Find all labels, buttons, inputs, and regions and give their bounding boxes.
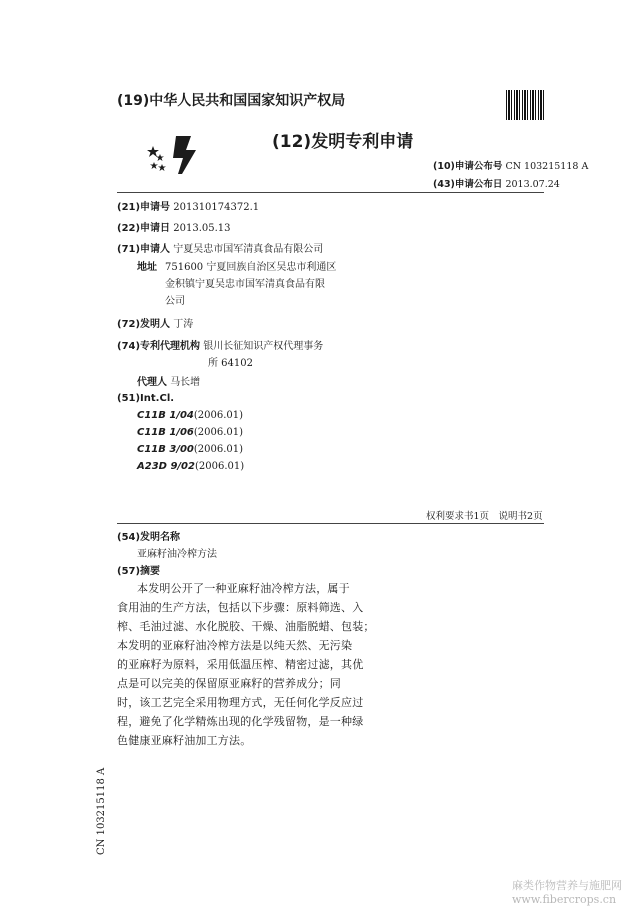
section-divider [117,523,544,524]
applicant [117,240,323,255]
ipc-code: C11B 1/06 [137,427,194,438]
patent-agency [117,337,323,352]
application-number-value: 201310174372.1 [173,202,260,213]
application-date [117,219,231,234]
agent-label: 代理人 [137,377,167,388]
inventor-value: 丁涛 [173,319,194,330]
cnipa-logo-icon [146,128,202,176]
watermark: 麻类作物营养与施肥网 www.fibercrops.cn [512,879,622,906]
patent-agency-line: 所 64102 [208,358,253,369]
publication-number-value: CN 103215118 A [505,161,589,172]
publication-date-label: (43)申请公布日 [433,179,503,190]
patent-agency-label: (74)专利代理机构 [117,341,201,352]
agent-value: 马长增 [170,377,201,388]
application-date-value: 2013.05.13 [173,223,231,234]
address-label: 地址 [137,262,157,273]
abstract-line: 色健康亚麻籽油加工方法。 [117,734,252,747]
ipc-code: C11B 3/00 [137,444,194,455]
ipc-item [137,410,243,421]
application-number [117,198,259,213]
address-line: 公司 [165,296,185,307]
inventor-label: (72)发明人 [117,319,171,330]
patent-agency-value: 银川长征知识产权代理事务 [203,341,324,352]
vertical-publication-number: CN 103215118 A [96,767,107,855]
invention-title: 亚麻籽油冷榨方法 [137,549,217,560]
abstract-label: (57)摘要 [117,566,161,577]
ipc-version: (2006.01) [193,444,244,455]
ipc-code: C11B 1/04 [137,410,194,421]
office-name: (19)中华人民共和国国家知识产权局 [117,93,346,109]
ipc-item [137,427,243,438]
agent [137,373,200,388]
applicant-value: 宁夏吴忠市国军清真食品有限公司 [173,244,324,255]
ipc-code: A23D 9/02 [137,461,195,472]
applicant-label: (71)申请人 [117,244,171,255]
publication-date [433,176,560,190]
inventor [117,315,193,330]
barcode-image [506,90,544,120]
publication-date-value: 2013.07.24 [505,179,560,190]
title-label: (54)发明名称 [117,532,181,543]
abstract-line: 程，避免了化学精炼出现的化学残留物，是一种绿 [117,715,364,728]
abstract-line: 本发明的亚麻籽油冷榨方法是以纯天然、无污染 [117,639,353,652]
abstract-line: 时，该工艺完全采用物理方式，无任何化学反应过 [117,696,364,709]
ipc-version: (2006.01) [193,410,244,421]
ipc-version: (2006.01) [194,461,245,472]
address-line: 751600 宁夏回族自治区吴忠市利通区 [165,262,337,273]
ipc-version: (2006.01) [193,427,244,438]
address-line: 金积镇宁夏吴忠市国军清真食品有限 [165,279,325,290]
abstract-line: 点是可以完美的保留原亚麻籽的营养成分；同 [117,677,341,690]
ipc-label: (51)Int.Cl. [117,393,175,404]
publication-number-label: (10)申请公布号 [433,161,503,172]
page-count: 权利要求书1页 说明书2页 [426,511,543,522]
publication-number [433,158,588,172]
ipc-item [137,444,243,455]
application-date-label: (22)申请日 [117,223,171,234]
header-divider [117,192,544,193]
ipc-item [137,461,244,472]
abstract-line: 本发明公开了一种亚麻籽油冷榨方法，属于 [137,582,350,595]
application-number-label: (21)申请号 [117,202,171,213]
abstract-line: 食用油的生产方法，包括以下步骤：原料筛选、入 [117,601,364,614]
document-type: (12)发明专利申请 [272,132,414,152]
abstract-line: 的亚麻籽为原料，采用低温压榨、精密过滤，其优 [117,658,364,671]
abstract-line: 榨、毛油过滤、水化脱胶、干燥、油脂脱蜡、包装； [117,620,375,633]
